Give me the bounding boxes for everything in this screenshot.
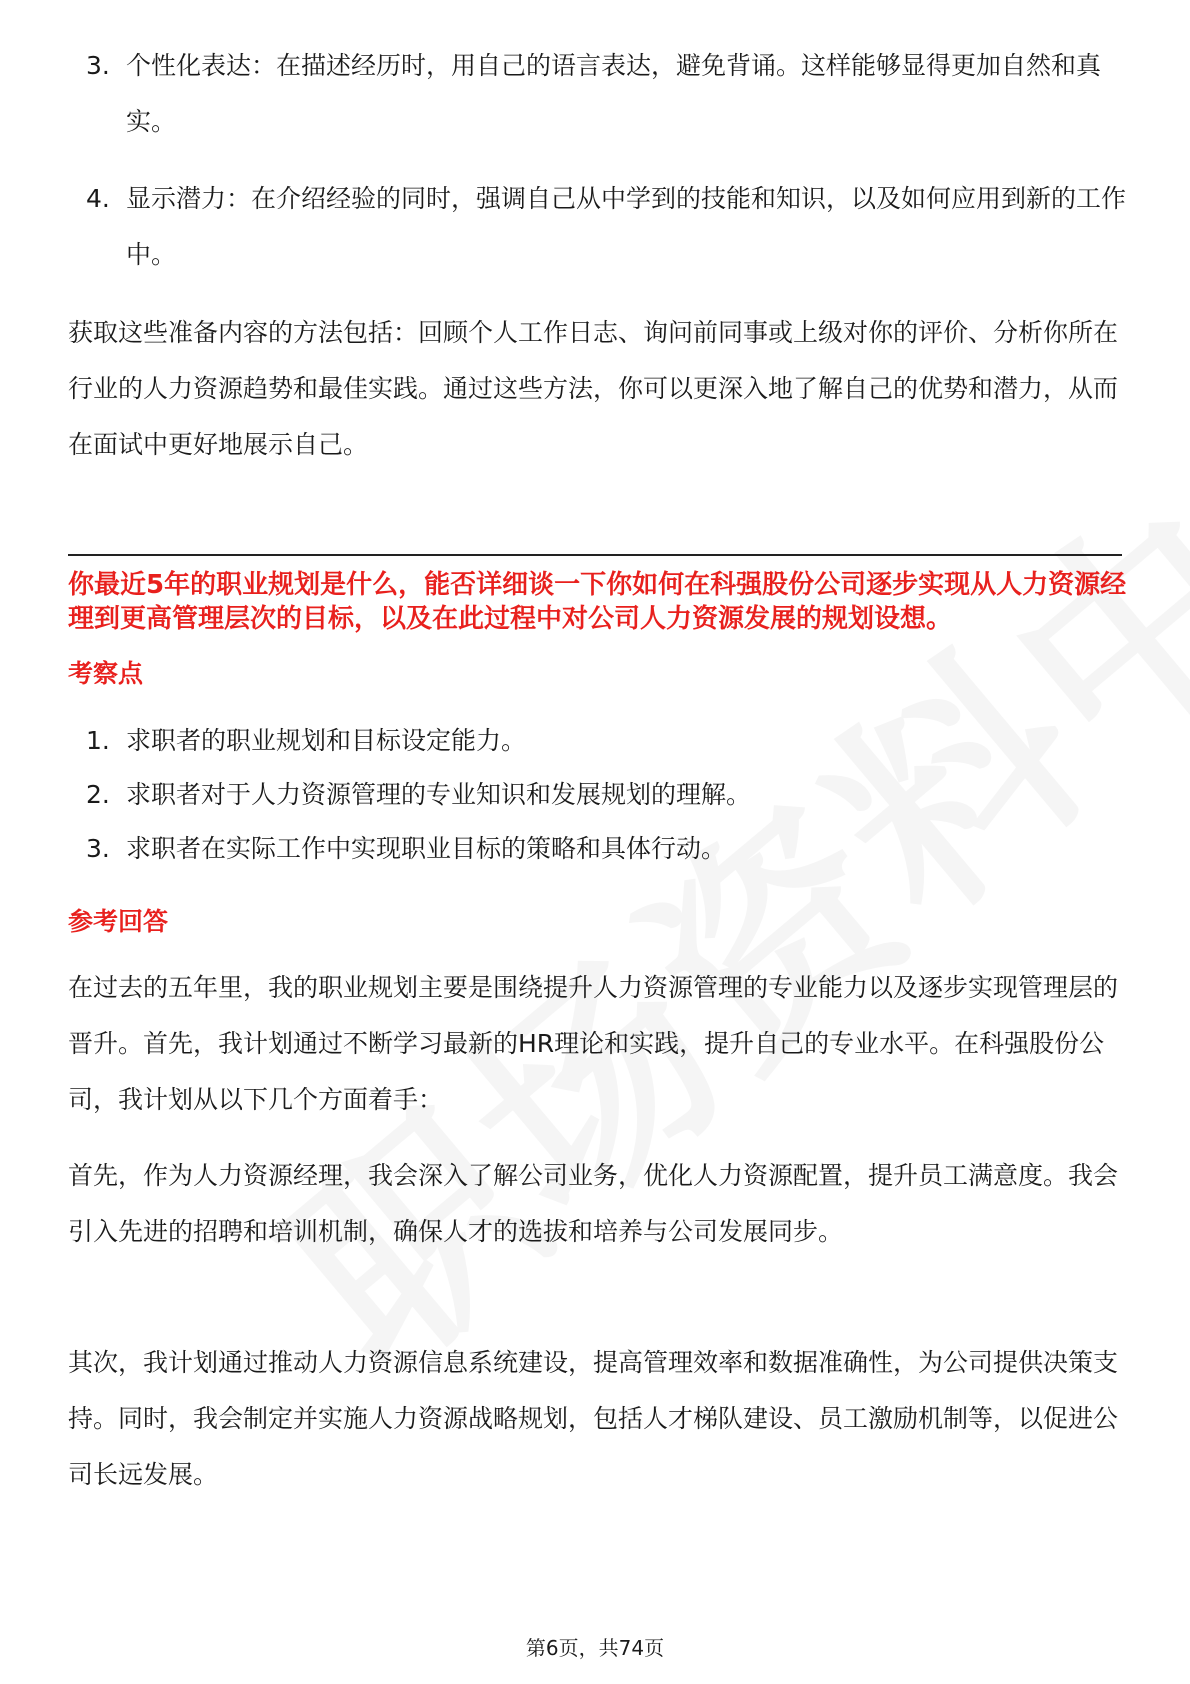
list-item-number: 3. <box>86 834 110 863</box>
list-item <box>86 832 1126 866</box>
assessment-heading: 考察点 <box>68 659 144 688</box>
list-item-text: 求职者对于人力资源管理的专业知识和发展规划的理解。 <box>126 780 752 809</box>
answer-paragraph: 首先，作为人力资源经理，我会深入了解公司业务，优化人力资源配置，提升员工满意度。我会引入先进的招聘和培训机制，确保人才的选拔和培养与公司发展同步。 <box>68 1161 1119 1246</box>
list-item-number: 2. <box>86 780 110 809</box>
answer-heading: 参考回答 <box>68 907 169 936</box>
section-divider <box>68 554 1122 556</box>
answer-paragraph: 其次，我计划通过推动人力资源信息系统建设，提高管理效率和数据准确性，为公司提供决策支持。同时，我会制定并实施人力资源战略规划，包括人才梯队建设、员工激励机制等，以促进公司长远发展。 <box>68 1348 1119 1489</box>
list-item <box>86 724 1126 758</box>
page-footer: 第6页，共74页 <box>525 1636 665 1660</box>
methods-paragraph: 获取这些准备内容的方法包括：回顾个人工作日志、询问前同事或上级对你的评价、分析你所在行业的人力资源趋势和最佳实践。通过这些方法，你可以更深入地了解自己的优势和潜力，从而在面试中更好地展示自己。 <box>68 318 1119 459</box>
list-item-text: 求职者在实际工作中实现职业目标的策略和具体行动。 <box>126 834 727 863</box>
list-item-text: 求职者的职业规划和目标设定能力。 <box>126 726 527 755</box>
interview-question: 你最近5年的职业规划是什么，能否详细谈一下你如何在科强股份公司逐步实现从人力资源经理到更高管理层次的目标，以及在此过程中对公司人力资源发展的规划设想。 <box>68 570 1127 634</box>
list-item <box>86 778 1126 812</box>
list-item <box>86 38 1126 150</box>
list-item-text: 个性化表达：在描述经历时，用自己的语言表达，避免背诵。这样能够显得更加自然和真实。 <box>126 51 1102 136</box>
answer-paragraph: 在过去的五年里，我的职业规划主要是围绕提升人力资源管理的专业能力以及逐步实现管理层的晋升。首先，我计划通过不断学习最新的HR理论和实践，提升自己的专业水平。在科强股份公司，我计划从以下几个方面着手： <box>68 973 1119 1114</box>
list-item-number: 3. <box>86 51 110 80</box>
list-item-text: 显示潜力：在介绍经验的同时，强调自己从中学到的技能和知识，以及如何应用到新的工作中。 <box>126 184 1127 269</box>
list-item-number: 4. <box>86 184 110 213</box>
list-item-number: 1. <box>86 726 110 755</box>
list-item <box>86 171 1126 283</box>
